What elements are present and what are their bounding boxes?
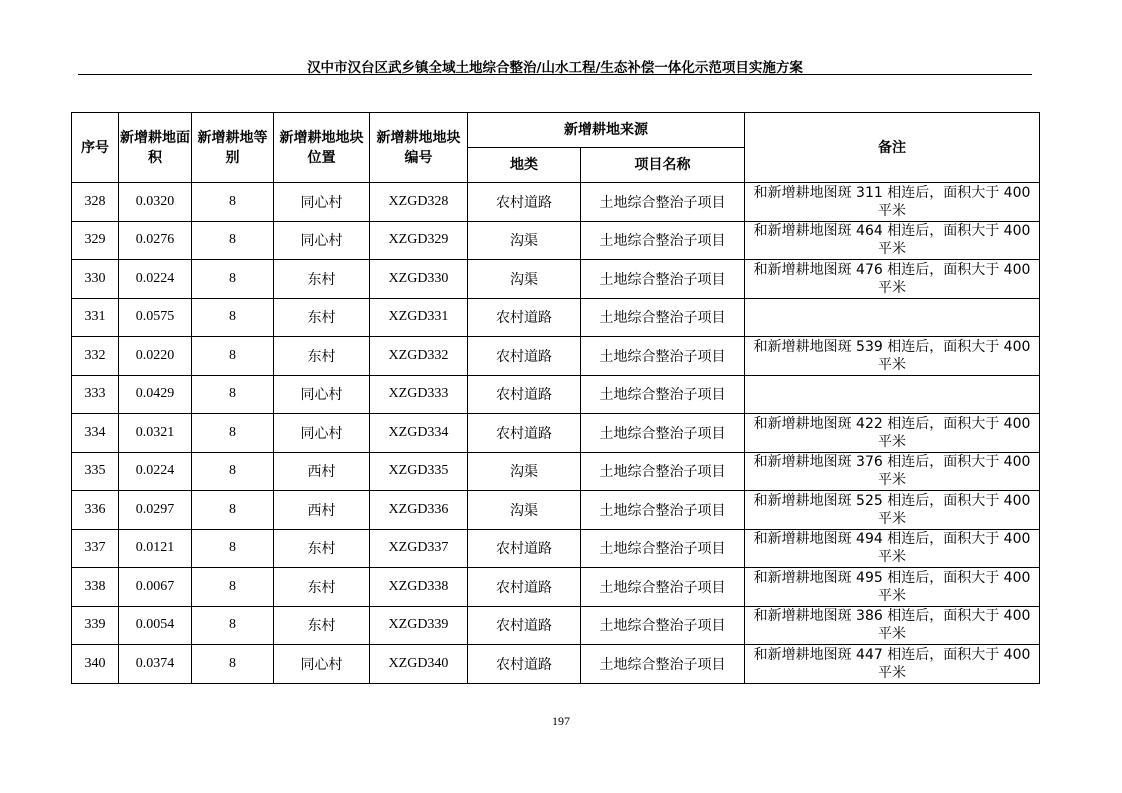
cell-remark: 和新增耕地图斑 376 相连后，面积大于 400 平米	[745, 452, 1040, 491]
table-row	[72, 529, 1040, 568]
cell-code: XZGD331	[370, 298, 468, 337]
col-header-source: 新增耕地来源	[468, 113, 745, 148]
cell-grade: 8	[192, 529, 274, 568]
cell-seq: 328	[72, 183, 119, 222]
page-header-title: 汉中市汉台区武乡镇全域土地综合整治/山水工程/生态补偿一体化示范项目实施方案	[307, 60, 803, 76]
cell-location: 东村	[274, 337, 370, 376]
table-row	[72, 452, 1040, 491]
cell-seq: 332	[72, 337, 119, 376]
cell-area: 0.0224	[119, 452, 192, 491]
cell-project-name: 土地综合整治子项目	[581, 452, 745, 491]
cell-location: 东村	[274, 529, 370, 568]
cell-location: 同心村	[274, 645, 370, 684]
cell-location: 同心村	[274, 375, 370, 414]
cell-project-name: 土地综合整治子项目	[581, 260, 745, 299]
col-header-grade: 新增耕地等别	[192, 113, 274, 183]
cell-remark	[745, 298, 1040, 337]
cell-remark: 和新增耕地图斑 422 相连后，面积大于 400 平米	[745, 414, 1040, 453]
cell-land-type: 农村道路	[468, 183, 581, 222]
cell-code: XZGD335	[370, 452, 468, 491]
cell-seq: 337	[72, 529, 119, 568]
cell-seq: 334	[72, 414, 119, 453]
cell-remark: 和新增耕地图斑 495 相连后，面积大于 400 平米	[745, 568, 1040, 607]
cell-land-type: 沟渠	[468, 452, 581, 491]
cell-land-type: 农村道路	[468, 529, 581, 568]
cell-project-name: 土地综合整治子项目	[581, 645, 745, 684]
cell-remark	[745, 375, 1040, 414]
cell-seq: 333	[72, 375, 119, 414]
cell-code: XZGD339	[370, 606, 468, 645]
cell-project-name: 土地综合整治子项目	[581, 491, 745, 530]
cell-grade: 8	[192, 298, 274, 337]
cell-remark: 和新增耕地图斑 494 相连后，面积大于 400 平米	[745, 529, 1040, 568]
cell-area: 0.0297	[119, 491, 192, 530]
cell-code: XZGD329	[370, 221, 468, 260]
cell-area: 0.0067	[119, 568, 192, 607]
cell-project-name: 土地综合整治子项目	[581, 337, 745, 376]
table-body	[72, 183, 1040, 684]
cell-location: 西村	[274, 491, 370, 530]
cell-seq: 336	[72, 491, 119, 530]
cell-project-name: 土地综合整治子项目	[581, 606, 745, 645]
cell-project-name: 土地综合整治子项目	[581, 414, 745, 453]
table-row	[72, 491, 1040, 530]
new-farmland-table	[71, 112, 1040, 684]
cell-remark: 和新增耕地图斑 311 相连后，面积大于 400 平米	[745, 183, 1040, 222]
table-row	[72, 606, 1040, 645]
cell-grade: 8	[192, 568, 274, 607]
cell-grade: 8	[192, 491, 274, 530]
col-header-location: 新增耕地地块位置	[274, 113, 370, 183]
table-row	[72, 568, 1040, 607]
cell-code: XZGD340	[370, 645, 468, 684]
cell-area: 0.0121	[119, 529, 192, 568]
cell-code: XZGD333	[370, 375, 468, 414]
cell-code: XZGD338	[370, 568, 468, 607]
cell-grade: 8	[192, 606, 274, 645]
cell-location: 同心村	[274, 183, 370, 222]
cell-grade: 8	[192, 183, 274, 222]
header-rule	[78, 74, 1032, 75]
cell-seq: 340	[72, 645, 119, 684]
cell-code: XZGD337	[370, 529, 468, 568]
cell-code: XZGD334	[370, 414, 468, 453]
cell-area: 0.0276	[119, 221, 192, 260]
cell-land-type: 沟渠	[468, 221, 581, 260]
cell-grade: 8	[192, 645, 274, 684]
cell-remark: 和新增耕地图斑 447 相连后，面积大于 400 平米	[745, 645, 1040, 684]
cell-code: XZGD330	[370, 260, 468, 299]
cell-grade: 8	[192, 414, 274, 453]
col-header-seq: 序号	[72, 113, 119, 183]
cell-grade: 8	[192, 337, 274, 376]
cell-area: 0.0224	[119, 260, 192, 299]
cell-seq: 330	[72, 260, 119, 299]
cell-land-type: 农村道路	[468, 414, 581, 453]
cell-land-type: 农村道路	[468, 568, 581, 607]
table-row	[72, 260, 1040, 299]
cell-area: 0.0320	[119, 183, 192, 222]
cell-land-type: 沟渠	[468, 491, 581, 530]
cell-seq: 339	[72, 606, 119, 645]
cell-seq: 331	[72, 298, 119, 337]
cell-location: 同心村	[274, 221, 370, 260]
cell-project-name: 土地综合整治子项目	[581, 568, 745, 607]
cell-land-type: 农村道路	[468, 337, 581, 376]
cell-location: 东村	[274, 298, 370, 337]
cell-location: 西村	[274, 452, 370, 491]
cell-code: XZGD328	[370, 183, 468, 222]
cell-remark: 和新增耕地图斑 464 相连后，面积大于 400 平米	[745, 221, 1040, 260]
cell-land-type: 农村道路	[468, 645, 581, 684]
cell-code: XZGD336	[370, 491, 468, 530]
col-header-land-type: 地类	[468, 148, 581, 183]
cell-seq: 335	[72, 452, 119, 491]
col-header-code: 新增耕地地块编号	[370, 113, 468, 183]
cell-location: 同心村	[274, 414, 370, 453]
table-row	[72, 298, 1040, 337]
col-header-area: 新增耕地面积	[119, 113, 192, 183]
table-row	[72, 645, 1040, 684]
table-row	[72, 414, 1040, 453]
cell-grade: 8	[192, 221, 274, 260]
cell-project-name: 土地综合整治子项目	[581, 298, 745, 337]
cell-land-type: 农村道路	[468, 375, 581, 414]
cell-remark: 和新增耕地图斑 386 相连后，面积大于 400 平米	[745, 606, 1040, 645]
cell-remark: 和新增耕地图斑 539 相连后，面积大于 400 平米	[745, 337, 1040, 376]
cell-land-type: 沟渠	[468, 260, 581, 299]
cell-project-name: 土地综合整治子项目	[581, 375, 745, 414]
cell-area: 0.0374	[119, 645, 192, 684]
cell-grade: 8	[192, 375, 274, 414]
cell-area: 0.0054	[119, 606, 192, 645]
cell-grade: 8	[192, 260, 274, 299]
cell-location: 东村	[274, 568, 370, 607]
cell-seq: 329	[72, 221, 119, 260]
table-row	[72, 375, 1040, 414]
cell-remark: 和新增耕地图斑 525 相连后，面积大于 400 平米	[745, 491, 1040, 530]
page-number: 197	[552, 714, 570, 728]
cell-seq: 338	[72, 568, 119, 607]
cell-remark: 和新增耕地图斑 476 相连后，面积大于 400 平米	[745, 260, 1040, 299]
col-header-project-name: 项目名称	[581, 148, 745, 183]
table-row	[72, 183, 1040, 222]
cell-land-type: 农村道路	[468, 606, 581, 645]
cell-location: 东村	[274, 606, 370, 645]
table-row	[72, 337, 1040, 376]
cell-project-name: 土地综合整治子项目	[581, 183, 745, 222]
cell-grade: 8	[192, 452, 274, 491]
cell-code: XZGD332	[370, 337, 468, 376]
cell-area: 0.0321	[119, 414, 192, 453]
col-header-remark: 备注	[745, 113, 1040, 183]
cell-project-name: 土地综合整治子项目	[581, 529, 745, 568]
cell-location: 东村	[274, 260, 370, 299]
cell-project-name: 土地综合整治子项目	[581, 221, 745, 260]
table-row	[72, 221, 1040, 260]
cell-land-type: 农村道路	[468, 298, 581, 337]
cell-area: 0.0575	[119, 298, 192, 337]
cell-area: 0.0429	[119, 375, 192, 414]
cell-area: 0.0220	[119, 337, 192, 376]
